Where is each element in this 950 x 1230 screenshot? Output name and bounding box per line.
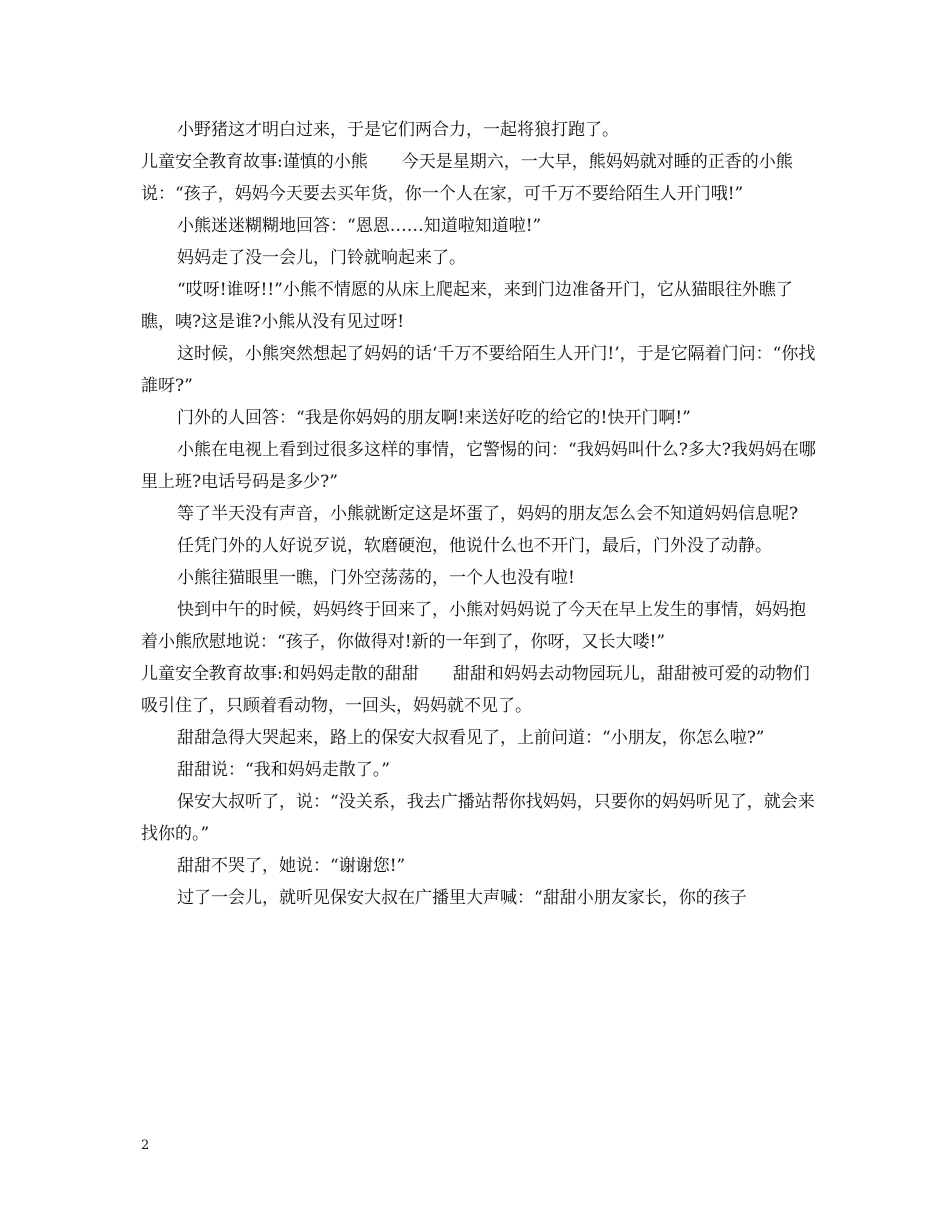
paragraph: 甜甜不哭了，她说：“谢谢您!” xyxy=(177,856,406,876)
paragraph: 小野猪这才明白过来，于是它们两合力，一起将狼打跑了。 xyxy=(177,120,619,140)
paragraph: 小熊往猫眼里一瞧，门外空荡荡的，一个人也没有啦! xyxy=(177,568,575,588)
paragraph: 儿童安全教育故事:谨慎的小熊 今天是星期六，一大早，熊妈妈就对睡的正香的小熊说：“孩子，妈妈今天要去买年货，你一个人在家，可千万不要给陌生人开门哦!” xyxy=(141,152,793,204)
paragraph: 妈妈走了没一会儿，门铃就响起来了。 xyxy=(177,248,466,268)
paragraph: 快到中午的时候，妈妈终于回来了，小熊对妈妈说了今天在早上发生的事情，妈妈抱着小熊欣慰地说：“孩子，你做得对!新的一年到了，你呀，又长大喽!” xyxy=(141,600,806,652)
paragraph: 小熊迷迷糊糊地回答：“恩恩……知道啦知道啦!” xyxy=(177,216,542,236)
paragraph: 保安大叔听了，说：“没关系，我去广播站帮你找妈妈，只要你的妈妈听见了，就会来找你的。” xyxy=(141,792,815,844)
paragraph: 过了一会儿，就听见保安大叔在广播里大声喊：“甜甜小朋友家长，你的孩子 xyxy=(177,888,747,908)
document-body xyxy=(141,114,821,914)
paragraph: 这时候，小熊突然想起了妈妈的话‘千万不要给陌生人开门!’，于是它隔着门问：“你找誰呀?” xyxy=(141,344,816,396)
paragraph: 甜甜急得大哭起来，路上的保安大叔看见了，上前问道：“小朋友，你怎么啦?” xyxy=(177,728,765,748)
paragraph: 门外的人回答：“我是你妈妈的朋友啊!来送好吃的给它的!快开门啊!” xyxy=(177,408,691,428)
page-number: 2 xyxy=(141,1138,150,1153)
paragraph: 任凭门外的人好说歹说，软磨硬泡，他说什么也不开门，最后，门外没了动静。 xyxy=(177,536,772,556)
paragraph: 甜甜说：“我和妈妈走散了。” xyxy=(177,760,390,780)
paragraph: 小熊在电视上看到过很多这样的事情，它警惕的问：“我妈妈叫什么?多大?我妈妈在哪里上班?电话号码是多少?” xyxy=(141,440,816,492)
paragraph: 等了半天没有声音，小熊就断定这是坏蛋了，妈妈的朋友怎么会不知道妈妈信息呢? xyxy=(177,504,799,524)
paragraph: “哎呀!谁呀!!”小熊不情愿的从床上爬起来，来到门边准备开门，它从猫眼往外瞧了瞧，咦?这是谁?小熊从没有见过呀! xyxy=(141,280,793,332)
paragraph: 儿童安全教育故事:和妈妈走散的甜甜 甜甜和妈妈去动物园玩儿，甜甜被可爱的动物们吸引住了，只顾着看动物，一回头，妈妈就不见了。 xyxy=(141,664,810,716)
